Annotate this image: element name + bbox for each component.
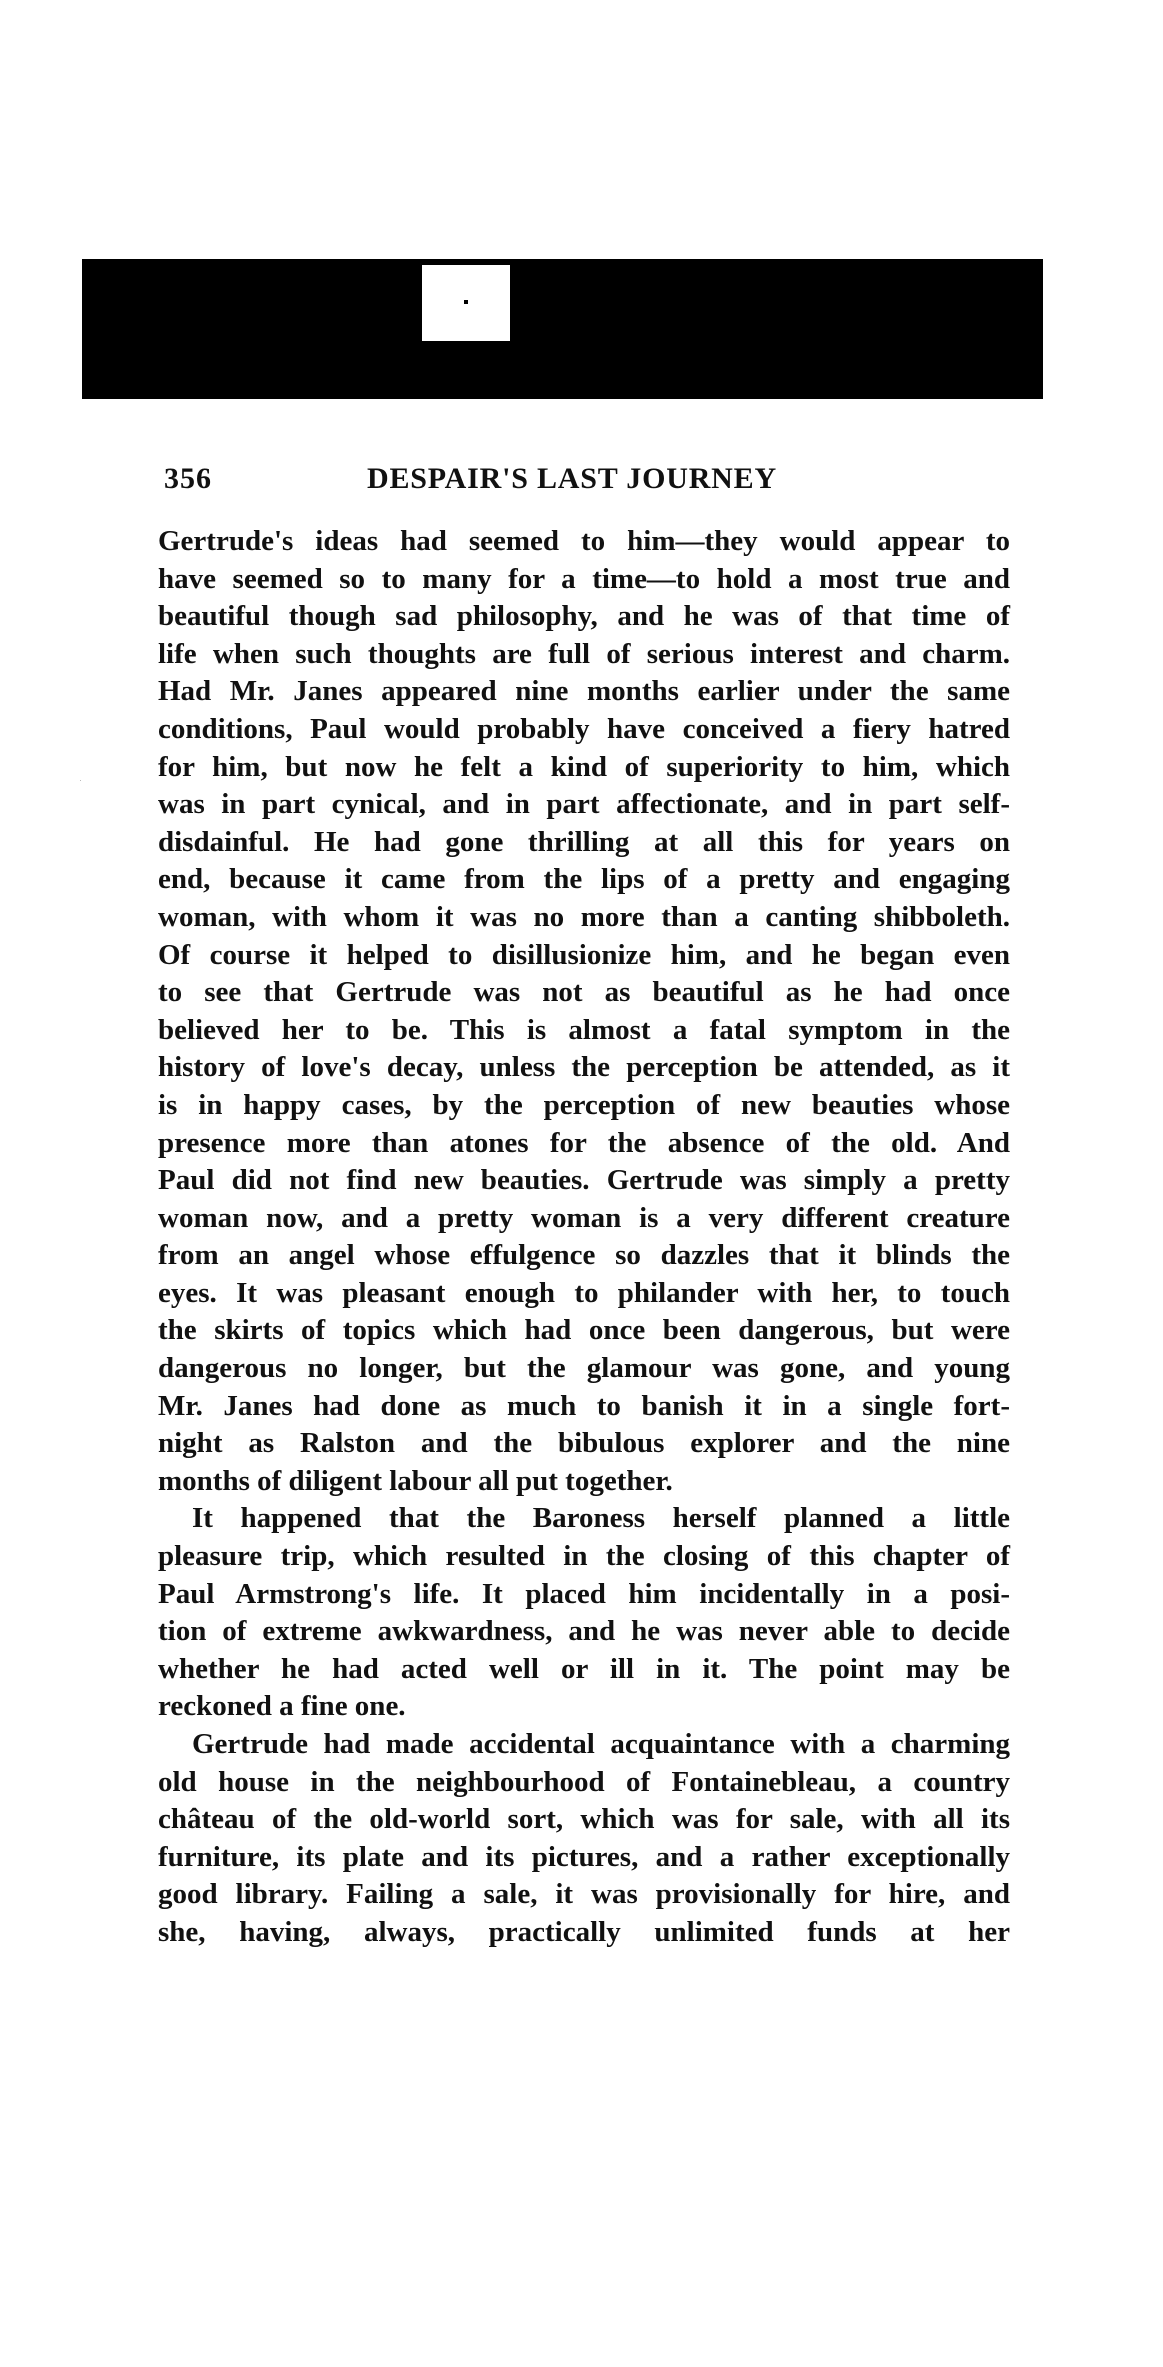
text-line: furniture, its plate and its pictures, and a rather exceptionally	[158, 1840, 1010, 1873]
text-line: presence more than atones for the absence of the old. And	[158, 1126, 1010, 1159]
text-line: the skirts of topics which had once been dangerous, but were	[158, 1314, 1010, 1347]
text-line: disdainful. He had gone thrilling at all this for years on	[158, 825, 1010, 858]
scan-black-band	[82, 259, 1043, 399]
text-line: whether he had acted well or ill in it. The point may be	[158, 1652, 1010, 1685]
text-line: have seemed so to many for a time—to hold a most true and	[158, 562, 1010, 595]
text-line: she, having, always, practically unlimited funds at her	[158, 1915, 1010, 1948]
text-line: life when such thoughts are full of serious interest and charm.	[158, 637, 1010, 670]
text-line: conditions, Paul would probably have conceived a fiery hatred	[158, 712, 1010, 745]
running-title: DESPAIR'S LAST JOURNEY	[367, 462, 777, 495]
text-line: for him, but now he felt a kind of superiority to him, which	[158, 750, 1010, 783]
text-line: Had Mr. Janes appeared nine months earlier under the same	[158, 675, 1010, 708]
text-line: from an angel whose effulgence so dazzles that it blinds the	[158, 1239, 1010, 1272]
text-line: good library. Failing a sale, it was provisionally for hire, and	[158, 1878, 1010, 1911]
text-line: Paul Armstrong's life. It placed him incidentally in a posi-	[158, 1577, 1010, 1610]
scan-margin-mark	[80, 780, 81, 781]
text-line: pleasure trip, which resulted in the closing of this chapter of	[158, 1540, 1010, 1573]
text-line: woman now, and a pretty woman is a very different creature	[158, 1201, 1010, 1234]
text-line: château of the old-world sort, which was for sale, with all its	[158, 1803, 1010, 1836]
text-line: night as Ralston and the bibulous explorer and the nine	[158, 1427, 1010, 1460]
text-line: reckoned a fine one.	[158, 1690, 406, 1723]
text-line: Gertrude had made accidental acquaintance with a charming	[192, 1728, 1010, 1760]
text-line: dangerous no longer, but the glamour was gone, and young	[158, 1352, 1010, 1385]
scan-white-patch	[422, 265, 510, 341]
text-line: Of course it helped to disillusionize him, and he began even	[158, 938, 1010, 971]
text-line: eyes. It was pleasant enough to philander with her, to touch	[158, 1276, 1010, 1309]
text-line: is in happy cases, by the perception of new beauties whose	[158, 1088, 1010, 1121]
text-line: beautiful though sad philosophy, and he was of that time of	[158, 600, 1010, 633]
text-line: tion of extreme awkwardness, and he was never able to decide	[158, 1615, 1010, 1648]
text-line: old house in the neighbourhood of Fontainebleau, a country	[158, 1765, 1010, 1798]
text-line: It happened that the Baroness herself planned a little	[192, 1502, 1010, 1535]
body-text	[158, 523, 1010, 1952]
text-line: to see that Gertrude was not as beautiful as he had once	[158, 976, 1010, 1009]
text-line: Mr. Janes had done as much to banish it in a single fort-	[158, 1389, 1010, 1422]
scan-dot	[464, 300, 468, 304]
text-line: end, because it came from the lips of a pretty and engaging	[158, 863, 1010, 896]
text-line: was in part cynical, and in part affectionate, and in part self-	[158, 788, 1010, 821]
text-line: Paul did not find new beauties. Gertrude was simply a pretty	[158, 1164, 1010, 1197]
page-number: 356	[164, 462, 212, 495]
text-line: history of love's decay, unless the perception be attended, as it	[158, 1051, 1010, 1084]
text-line: Gertrude's ideas had seemed to him—they would appear to	[158, 525, 1010, 557]
text-line: believed her to be. This is almost a fatal symptom in the	[158, 1013, 1010, 1046]
text-line: months of diligent labour all put together.	[158, 1464, 673, 1497]
text-line: woman, with whom it was no more than a canting shibboleth.	[158, 900, 1010, 933]
